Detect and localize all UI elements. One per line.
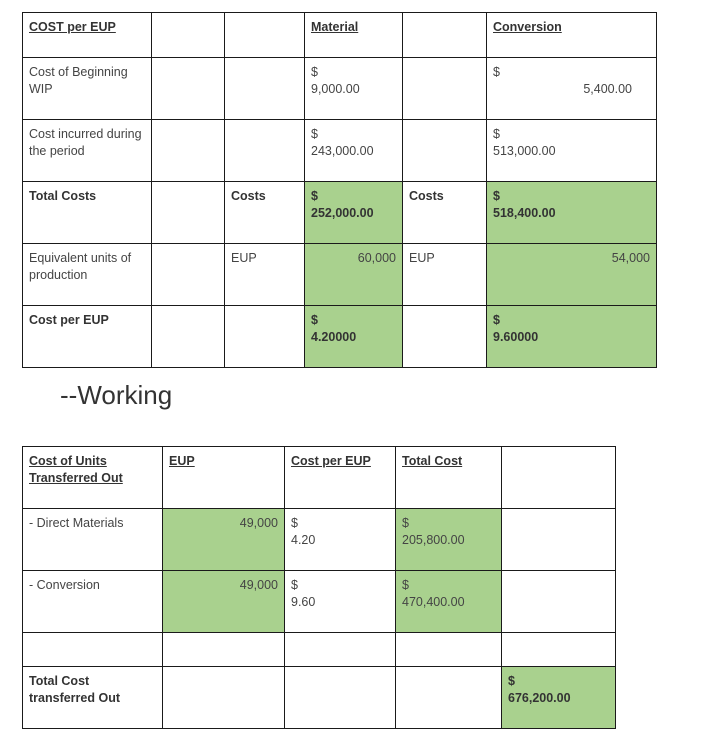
total-cost-value: $ 205,800.00 xyxy=(396,509,502,571)
conversion-value: $ 9.60000 xyxy=(487,306,657,368)
row-label: Equivalent units of production xyxy=(23,244,152,306)
working-heading: --Working xyxy=(60,380,173,410)
table-row xyxy=(23,182,657,244)
row-label: - Conversion xyxy=(23,571,163,633)
row-label: Cost incurred during the period xyxy=(23,120,152,182)
eup-value: 49,000 xyxy=(163,571,285,633)
eup-header: EUP xyxy=(163,447,285,509)
table-row xyxy=(23,667,616,729)
table-row xyxy=(23,58,657,120)
total-cost-value: $ 470,400.00 xyxy=(396,571,502,633)
row-label: Total Costs xyxy=(23,182,152,244)
conversion-value: $ 5,400.00 xyxy=(487,58,657,120)
material-header: Material xyxy=(305,13,403,58)
conversion-value: 54,000 xyxy=(487,244,657,306)
row-label: - Direct Materials xyxy=(23,509,163,571)
table-row xyxy=(23,120,657,182)
units-transferred-out-table xyxy=(22,446,616,729)
cost-per-eup-table xyxy=(22,12,657,368)
row-tag: Costs xyxy=(403,182,487,244)
table-title: COST per EUP xyxy=(23,13,152,58)
cost-per-eup-header: Cost per EUP xyxy=(285,447,396,509)
row-label: Cost of Beginning WIP xyxy=(23,58,152,120)
table-row xyxy=(23,306,657,368)
table-row xyxy=(23,447,616,509)
row-tag: EUP xyxy=(403,244,487,306)
material-value: $ 252,000.00 xyxy=(305,182,403,244)
cost-per-eup-value: $ 9.60 xyxy=(285,571,396,633)
eup-value: 49,000 xyxy=(163,509,285,571)
material-value: $ 9,000.00 xyxy=(305,58,403,120)
material-value: 60,000 xyxy=(305,244,403,306)
material-value: $ 243,000.00 xyxy=(305,120,403,182)
conversion-value: $ 513,000.00 xyxy=(487,120,657,182)
row-label: Total Cost transferred Out xyxy=(23,667,163,729)
conversion-header: Conversion xyxy=(487,13,657,58)
row-tag: Costs xyxy=(225,182,305,244)
row-tag: EUP xyxy=(225,244,305,306)
row-label: Cost per EUP xyxy=(23,306,152,368)
table-row xyxy=(23,509,616,571)
conversion-value: $ 518,400.00 xyxy=(487,182,657,244)
table-row xyxy=(23,633,616,667)
table-row xyxy=(23,571,616,633)
table-title: Cost of Units Transferred Out xyxy=(23,447,163,509)
grand-total-value: $ 676,200.00 xyxy=(502,667,616,729)
table-row xyxy=(23,13,657,58)
cost-per-eup-value: $ 4.20 xyxy=(285,509,396,571)
table-row xyxy=(23,244,657,306)
material-value: $ 4.20000 xyxy=(305,306,403,368)
total-cost-header: Total Cost xyxy=(396,447,502,509)
